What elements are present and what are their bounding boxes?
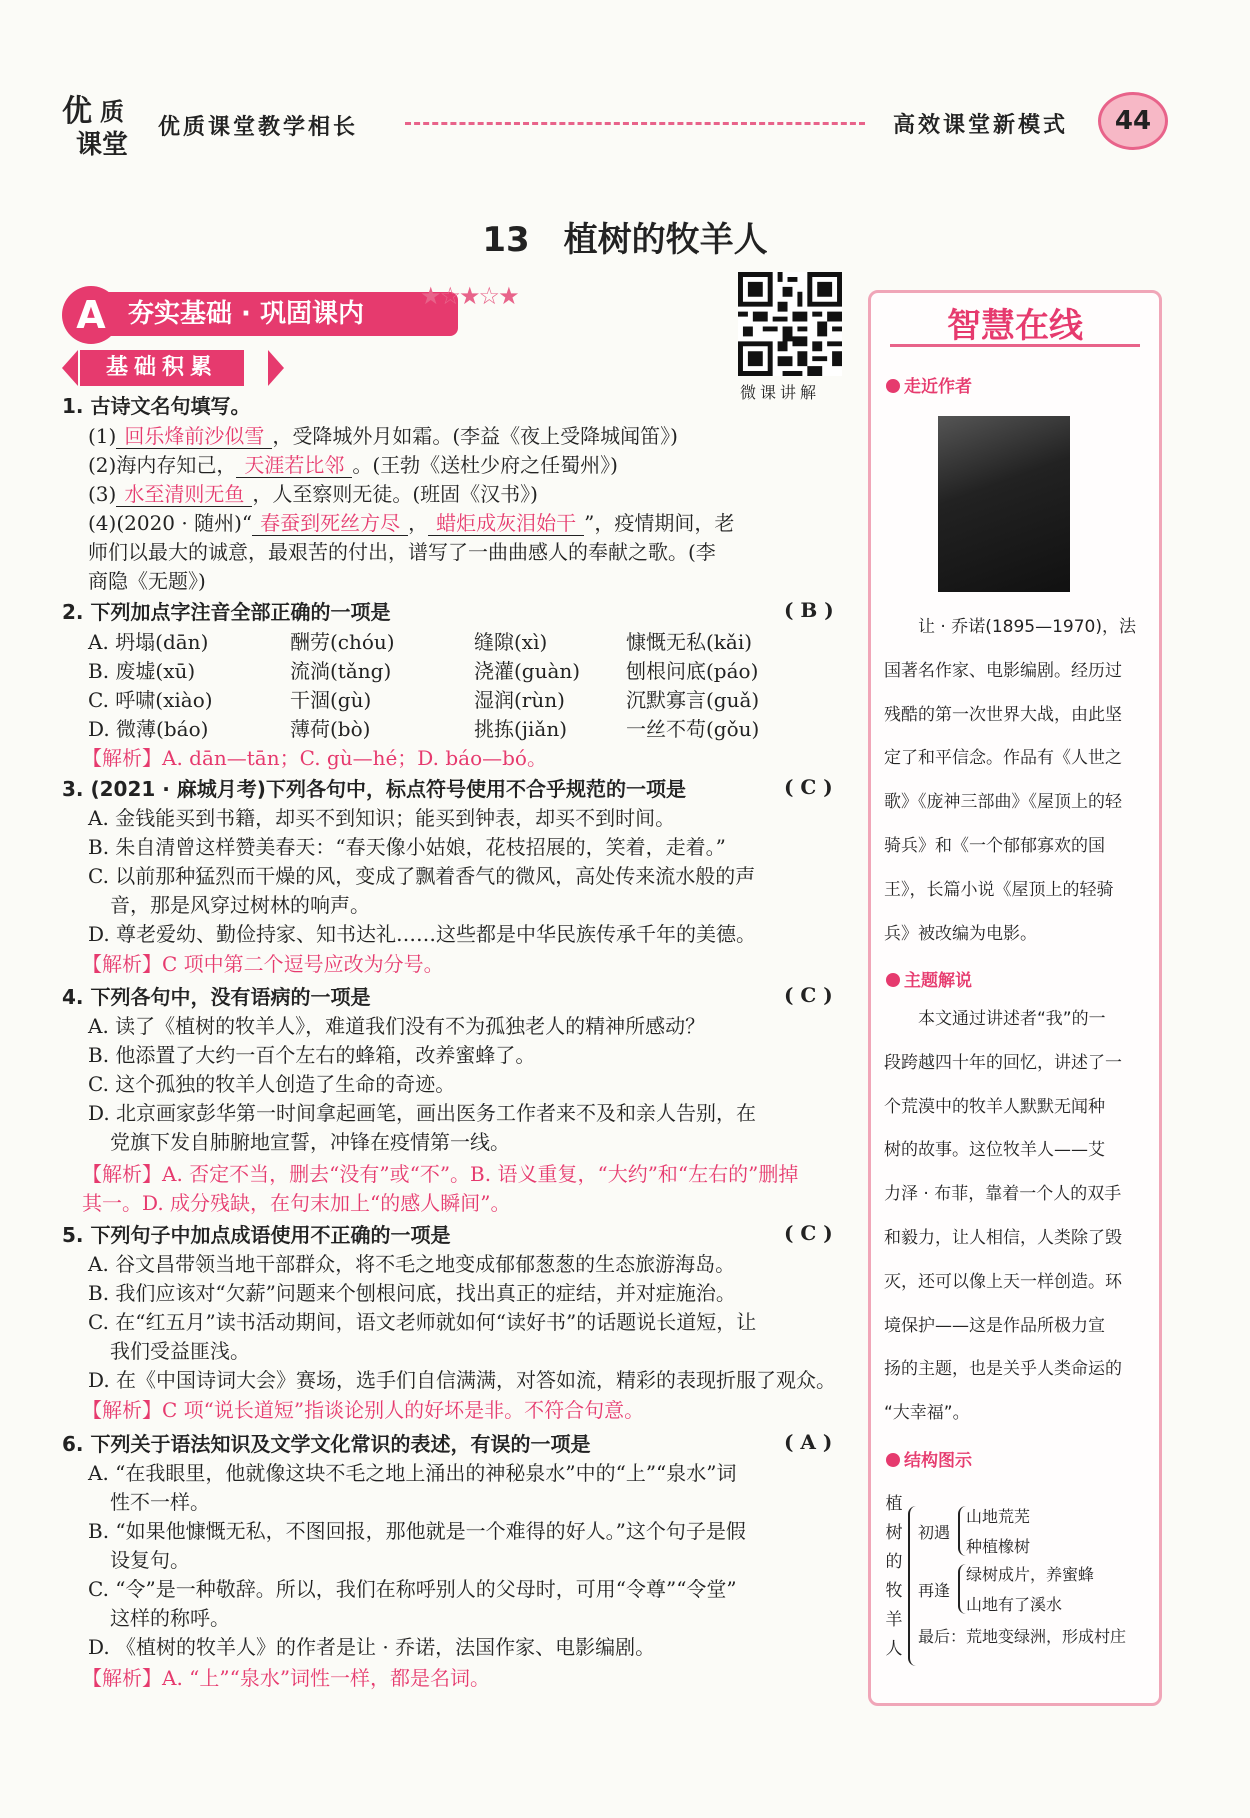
structure-branch: 初遇 <box>918 1523 951 1542</box>
sidebar-heading: 走近作者 <box>886 372 972 397</box>
header-divider <box>405 122 865 125</box>
question-line: C. 在“红五月”读书活动期间，语文老师就如何“读好书”的话题说长道短，让 <box>88 1310 757 1334</box>
author-text: 让 · 乔诺(1895—1970)，法 国著名作家、电影编剧。经历过 残酷的第一次世界大战，由此坚 定了和平信念。作品有《人世之 歌》《庞神三部曲》《屋顶上的轻 骑兵》和《一个郁郁寡欢的国 王》，长篇小说《屋顶上的轻骑 兵》被改编为电影。 <box>884 617 1137 944</box>
question-line: 这样的称呼。 <box>110 1606 230 1630</box>
logo-char: 质 <box>100 98 124 126</box>
question-line: 音，那是风穿过树林的响声。 <box>110 893 370 917</box>
header-right-slogan: 高效课堂新模式 <box>893 112 1069 138</box>
question-stem: 4. 下列各句中，没有语病的一项是 <box>62 985 371 1009</box>
explanation: 【解析】C 项中第二个逗号应改为分号。 <box>82 952 444 976</box>
option-cell: 酬劳(chóu) <box>290 630 395 654</box>
sidebar-divider <box>890 344 1140 347</box>
question-line: A. “在我眼里，他就像这块不毛之地上涌出的神秘泉水”中的“上”“泉水”词 <box>88 1461 737 1485</box>
brace-icon <box>958 1506 966 1556</box>
answer-mark: ( C ) <box>784 775 833 799</box>
question-line: B. 他添置了大约一百个左右的蜂箱，改养蜜蜂了。 <box>88 1043 536 1067</box>
question-line: (2)海内存知己， 天涯若比邻 。(王勃《送杜少府之任蜀州》) <box>88 453 618 477</box>
option-cell: B. 废墟(xū) <box>88 659 196 683</box>
question-line: 师们以最大的诚意，最艰苦的付出，谱写了一曲曲感人的奉献之歌。(李 <box>88 540 716 564</box>
structure-branch: 再逢 <box>918 1581 951 1600</box>
structure-leaf: 绿树成片，养蜜蜂 <box>966 1565 1095 1584</box>
explanation: 其一。D. 成分残缺，在句末加上“的感人瞬间”。 <box>82 1191 511 1215</box>
qr-code-icon[interactable] <box>738 272 842 376</box>
question-stem: 5. 下列句子中加点成语使用不正确的一项是 <box>62 1223 451 1247</box>
question-line: B. 朱自清曾这样赞美春天：“春天像小姑娘，花枝招展的，笑着，走着。” <box>88 835 726 859</box>
question-line: B. “如果他慷慨无私，不图回报，那他就是一个难得的好人。”这个句子是假 <box>88 1519 746 1543</box>
section-letter-badge: A <box>62 286 120 344</box>
question-line: A. 读了《植树的牧羊人》，难道我们没有不为孤独老人的精神所感动？ <box>88 1014 706 1038</box>
question-stem: 6. 下列关于语法知识及文学文化常识的表述，有误的一项是 <box>62 1432 591 1456</box>
explanation: 【解析】C 项“说长道短”指谈论别人的好坏是非。不符合句意。 <box>82 1398 645 1422</box>
option-cell: 刨根问底(páo) <box>626 659 759 683</box>
brace-icon <box>958 1564 966 1614</box>
option-cell: 一丝不苟(gǒu) <box>626 717 760 741</box>
question-line: D. 北京画家彭华第一时间拿起画笔，画出医务工作者来不及和亲人告别，在 <box>88 1101 757 1125</box>
explanation: 【解析】A. 否定不当，删去“没有”或“不”。B. 语义重复，“大约”和“左右的”删掉 <box>82 1162 799 1186</box>
question-line: 我们受益匪浅。 <box>110 1339 250 1363</box>
star-decoration-icon: ★☆★☆★ <box>420 282 518 310</box>
theme-text: 本文通过讲述者“我”的一 段跨越四十年的回忆，讲述了一 个荒漠中的牧羊人默默无闻种 树的故事。这位牧羊人——艾 力泽 · 布菲，靠着一个人的双手 和毅力，让人相信，人类除了毁 灭，还可以像上天一样创造。环 境保护——这是作品所极力宣 扬的主题，也是关乎人类命运的 “大幸福”。 <box>884 1009 1122 1424</box>
answer-mark: ( C ) <box>784 1221 833 1245</box>
question-line: B. 我们应该对“欠薪”问题来个刨根问底，找出真正的症结，并对症施治。 <box>88 1281 736 1305</box>
question-line: 性不一样。 <box>110 1490 210 1514</box>
sidebar-heading: 结构图示 <box>886 1446 972 1471</box>
question-stem: 3. (2021 · 麻城月考)下列各句中，标点符号使用不合乎规范的一项是 <box>62 777 686 801</box>
subsection-label: 基础积累 <box>80 350 244 386</box>
option-cell: D. 微薄(báo) <box>88 717 209 741</box>
question-line: 商隐《无题》) <box>88 569 206 593</box>
question-line: (1) 回乐烽前沙似雪 ，受降城外月如霜。(李益《夜上受降城闻笛》) <box>88 424 678 448</box>
structure-leaf: 山地荒芜 <box>966 1507 1031 1526</box>
bullet-icon <box>886 1453 900 1467</box>
structure-branch: 最后：荒地变绿洲，形成村庄 <box>918 1627 1127 1646</box>
question-line: C. 这个孤独的牧羊人创造了生命的奇迹。 <box>88 1072 456 1096</box>
structure-leaf: 种植橡树 <box>966 1537 1031 1556</box>
sidebar-heading: 主题解说 <box>886 966 972 991</box>
question-line: (4)(2020 · 随州)“ 春蚕到死丝方尽 ， 蜡炬成灰泪始干 ”，疫情期间，老 <box>88 511 735 535</box>
arrow-left-icon <box>62 350 78 386</box>
option-cell: 挑拣(jiǎn) <box>474 717 568 741</box>
question-line: A. 金钱能买到书籍，却买不到知识；能买到钟表，却买不到时间。 <box>88 806 676 830</box>
option-cell: 湿润(rùn) <box>474 688 565 712</box>
logo-char: 课堂 <box>76 130 129 160</box>
answer-mark: ( B ) <box>784 598 834 622</box>
question-line: 设复句。 <box>110 1548 190 1572</box>
option-cell: 流淌(tǎng) <box>290 659 392 683</box>
option-cell: 干涸(gù) <box>290 688 372 712</box>
logo-char: 优 <box>62 94 92 129</box>
bullet-icon <box>886 973 900 987</box>
page-number: 44 <box>1098 92 1168 150</box>
question-line: C. “令”是一种敬辞。所以，我们在称呼别人的父母时，可用“令尊”“令堂” <box>88 1577 737 1601</box>
brace-icon <box>908 1506 918 1666</box>
option-cell: 慷慨无私(kǎi) <box>626 630 753 654</box>
question-line: (3) 水至清则无鱼 ，人至察则无徒。(班固《汉书》) <box>88 482 538 506</box>
bullet-icon <box>886 379 900 393</box>
option-cell: 薄荷(bò) <box>290 717 371 741</box>
question-line: D. 尊老爱幼、勤俭持家、知书达礼……这些都是中华民族传承千年的美德。 <box>88 922 757 946</box>
section-banner: 夯实基础 · 巩固课内 <box>100 292 458 336</box>
sidebar-title: 智慧在线 <box>947 306 1083 346</box>
option-cell: 缝隙(xì) <box>474 630 548 654</box>
lesson-title: 13 植树的牧羊人 <box>482 220 768 260</box>
author-photo <box>938 416 1070 592</box>
answer-mark: ( C ) <box>784 983 833 1007</box>
structure-leaf: 山地有了溪水 <box>966 1595 1063 1614</box>
option-cell: A. 坍塌(dān) <box>88 630 209 654</box>
structure-root: 植树的牧羊人 <box>885 1494 903 1659</box>
answer-mark: ( A ) <box>784 1430 833 1454</box>
question-line: D. 在《中国诗词大会》赛场，选手们自信满满，对答如流，精彩的表现折服了观众。 <box>88 1368 837 1392</box>
arrow-right-icon <box>268 350 284 386</box>
question-line: D. 《植树的牧羊人》的作者是让 · 乔诺，法国作家、电影编剧。 <box>88 1635 656 1659</box>
question-line: 党旗下发自肺腑地宣誓，冲锋在疫情第一线。 <box>110 1130 510 1154</box>
question-line: A. 谷文昌带领当地干部群众，将不毛之地变成郁郁葱葱的生态旅游海岛。 <box>88 1252 736 1276</box>
option-cell: C. 呼啸(xiào) <box>88 688 213 712</box>
qr-caption: 微课讲解 <box>740 383 821 402</box>
question-stem: 2. 下列加点字注音全部正确的一项是 <box>62 600 391 624</box>
publisher-logo <box>62 86 144 158</box>
explanation: 【解析】A. dān—tān；C. gù—hé；D. báo—bó。 <box>82 746 547 770</box>
option-cell: 浇灌(guàn) <box>474 659 581 683</box>
explanation: 【解析】A. “上”“泉水”词性一样，都是名词。 <box>82 1666 491 1690</box>
question-line: C. 以前那种猛烈而干燥的风，变成了飘着香气的微风，高处传来流水般的声 <box>88 864 756 888</box>
question-stem: 1. 古诗文名句填写。 <box>62 394 251 418</box>
option-cell: 沉默寡言(guǎ) <box>626 688 760 712</box>
header-left-slogan: 优质课堂教学相长 <box>158 114 359 140</box>
